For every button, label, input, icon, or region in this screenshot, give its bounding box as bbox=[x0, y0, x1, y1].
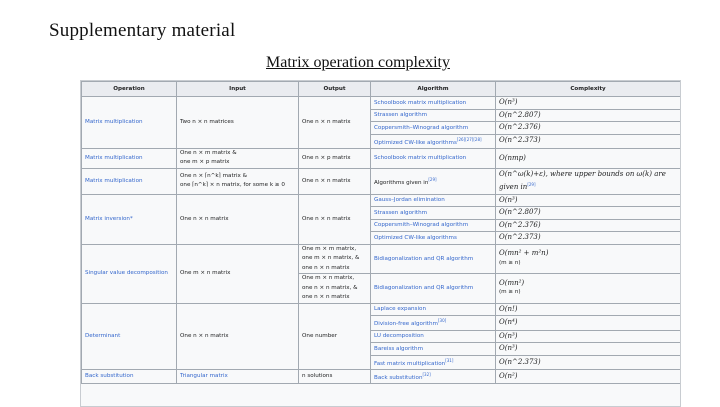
input-line: One n × ⌈n^k⌉ matrix & bbox=[180, 172, 247, 179]
output-cell: One n × n matrix bbox=[299, 97, 371, 149]
algorithm-cell bbox=[371, 168, 496, 194]
output-line: one n × n matrix bbox=[302, 294, 350, 301]
complexity-cell bbox=[496, 274, 681, 304]
complexity-table bbox=[81, 81, 681, 384]
header-input[interactable]: Input bbox=[177, 82, 299, 97]
operation-cell[interactable]: Matrix multiplication bbox=[82, 97, 177, 149]
operation-cell[interactable]: Matrix inversion* bbox=[82, 194, 177, 244]
algorithm-cell[interactable]: Schoolbook matrix multiplication bbox=[371, 148, 496, 168]
slide-title: Supplementary material bbox=[49, 20, 236, 41]
output-cell: One number bbox=[299, 303, 371, 369]
algorithm-cell[interactable]: Bidiagonalization and QR algorithm bbox=[371, 274, 496, 304]
complexity-value: O(n⁴) bbox=[499, 318, 518, 327]
output-cell bbox=[299, 274, 371, 304]
algorithm-cell[interactable]: Strassen algorithm bbox=[371, 109, 496, 122]
input-cell bbox=[177, 148, 299, 168]
input-cell: One n × n matrix bbox=[177, 194, 299, 244]
complexity-cell bbox=[496, 343, 681, 356]
operation-cell[interactable]: Singular value decomposition bbox=[82, 244, 177, 303]
complexity-value: O(nmp) bbox=[499, 153, 526, 162]
complexity-cell bbox=[496, 97, 681, 110]
complexity-value: O(n^2.807) bbox=[499, 208, 541, 217]
header-output[interactable]: Output bbox=[299, 82, 371, 97]
complexity-cell bbox=[496, 330, 681, 343]
table-row bbox=[82, 244, 681, 274]
algorithm-cell bbox=[371, 316, 496, 330]
algorithm-cell[interactable]: Gauss–Jordan elimination bbox=[371, 194, 496, 207]
algorithm-cell[interactable]: Strassen algorithm bbox=[371, 207, 496, 220]
algorithm-link[interactable]: Optimized CW-like algorithms bbox=[374, 139, 457, 146]
output-line: One m × m matrix, bbox=[302, 245, 357, 252]
output-line: one m × n matrix, & bbox=[302, 255, 360, 262]
complexity-cell bbox=[496, 355, 681, 369]
complexity-value: O(n³) bbox=[499, 331, 518, 340]
complexity-condition: (m ≥ n) bbox=[499, 289, 521, 296]
operation-cell[interactable]: Matrix multiplication bbox=[82, 168, 177, 194]
complexity-cell bbox=[496, 369, 681, 383]
header-algorithm[interactable]: Algorithm bbox=[371, 82, 496, 97]
algorithm-link[interactable]: Fast matrix multiplication bbox=[374, 360, 446, 367]
complexity-cell bbox=[496, 148, 681, 168]
complexity-value: O(n³) bbox=[499, 195, 518, 204]
complexity-table-frame bbox=[80, 80, 681, 407]
algorithm-link[interactable]: Back substitution bbox=[374, 374, 423, 381]
complexity-cell bbox=[496, 168, 681, 194]
complexity-cell bbox=[496, 122, 681, 135]
table-row bbox=[82, 369, 681, 383]
input-cell[interactable]: Triangular matrix bbox=[177, 369, 299, 383]
complexity-value: O(n^2.376) bbox=[499, 123, 541, 131]
input-line: One n × m matrix & bbox=[180, 149, 237, 156]
output-line: One m × n matrix, bbox=[302, 275, 355, 282]
complexity-cell bbox=[496, 303, 681, 316]
algorithm-cell bbox=[371, 369, 496, 383]
header-complexity[interactable]: Complexity bbox=[496, 82, 681, 97]
output-cell: One n × n matrix bbox=[299, 194, 371, 244]
complexity-value: O(n^2.373) bbox=[499, 357, 541, 366]
complexity-value: O(n³) bbox=[499, 98, 518, 106]
input-cell: One m × n matrix bbox=[177, 244, 299, 303]
input-line: one m × p matrix bbox=[180, 159, 230, 166]
citation-ref[interactable]: [31] bbox=[445, 357, 454, 363]
table-title: Matrix operation complexity bbox=[266, 54, 450, 71]
complexity-cell bbox=[496, 207, 681, 220]
complexity-cell bbox=[496, 134, 681, 148]
table-row bbox=[82, 168, 681, 194]
complexity-cell bbox=[496, 109, 681, 122]
operation-cell[interactable]: Determinant bbox=[82, 303, 177, 369]
complexity-cell bbox=[496, 232, 681, 245]
operation-cell[interactable]: Back substitution bbox=[82, 369, 177, 383]
algorithm-cell bbox=[371, 134, 496, 148]
output-cell: One n × n matrix bbox=[299, 168, 371, 194]
table-row bbox=[82, 97, 681, 110]
algorithm-link[interactable]: Division-free algorithm bbox=[374, 321, 438, 328]
complexity-cell bbox=[496, 244, 681, 274]
complexity-value: O(n^2.807) bbox=[499, 110, 541, 119]
table-row bbox=[82, 194, 681, 207]
complexity-value: O(n^2.376) bbox=[499, 220, 541, 229]
output-line: one n × n matrix bbox=[302, 264, 350, 271]
complexity-cell bbox=[496, 219, 681, 232]
output-cell: n solutions bbox=[299, 369, 371, 383]
input-cell: One n × n matrix bbox=[177, 303, 299, 369]
complexity-value: O(n^ω(k)+ε), where upper bounds on ω(k) are given in bbox=[499, 169, 666, 192]
input-cell: Two n × n matrices bbox=[177, 97, 299, 149]
citation-ref[interactable]: [29] bbox=[428, 176, 437, 182]
output-cell bbox=[299, 244, 371, 274]
table-header-row bbox=[82, 82, 681, 97]
citation-ref[interactable]: [32] bbox=[422, 371, 431, 377]
complexity-value: O(n!) bbox=[499, 304, 518, 313]
algorithm-cell[interactable]: Coppersmith–Winograd algorithm bbox=[371, 219, 496, 232]
complexity-value: O(n³) bbox=[499, 344, 518, 353]
algorithm-cell[interactable]: Bidiagonalization and QR algorithm bbox=[371, 244, 496, 274]
algorithm-cell bbox=[371, 355, 496, 369]
algorithm-cell[interactable]: Coppersmith–Winograd algorithm bbox=[371, 122, 496, 135]
algorithm-text: Algorithms given in bbox=[374, 179, 429, 186]
algorithm-cell[interactable]: Bareiss algorithm bbox=[371, 343, 496, 356]
algorithm-cell[interactable]: LU decomposition bbox=[371, 330, 496, 343]
complexity-condition: (m ≥ n) bbox=[499, 259, 521, 266]
input-cell bbox=[177, 168, 299, 194]
algorithm-cell[interactable]: Laplace expansion bbox=[371, 303, 496, 316]
complexity-value: O(mn² + m²n) bbox=[499, 249, 549, 258]
complexity-value: O(n^2.373) bbox=[499, 136, 541, 145]
header-operation[interactable]: Operation bbox=[82, 82, 177, 97]
complexity-value: O(n^2.373) bbox=[499, 233, 541, 242]
complexity-value: O(n²) bbox=[499, 371, 518, 380]
complexity-cell bbox=[496, 194, 681, 207]
table-row bbox=[82, 303, 681, 316]
complexity-value: O(mn²) bbox=[499, 278, 525, 287]
input-line: one ⌈n^k⌉ × n matrix, for some k ≥ 0 bbox=[180, 182, 285, 189]
citation-ref[interactable]: [29] bbox=[527, 182, 536, 188]
complexity-cell bbox=[496, 316, 681, 330]
operation-cell[interactable]: Matrix multiplication bbox=[82, 148, 177, 168]
citation-ref[interactable]: [26][27][28] bbox=[456, 136, 482, 142]
algorithm-cell[interactable]: Schoolbook matrix multiplication bbox=[371, 97, 496, 110]
table-row bbox=[82, 148, 681, 168]
citation-ref[interactable]: [30] bbox=[437, 318, 447, 324]
output-cell: One n × p matrix bbox=[299, 148, 371, 168]
algorithm-cell[interactable]: Optimized CW-like algorithms bbox=[371, 232, 496, 245]
output-line: one n × n matrix, & bbox=[302, 284, 358, 291]
